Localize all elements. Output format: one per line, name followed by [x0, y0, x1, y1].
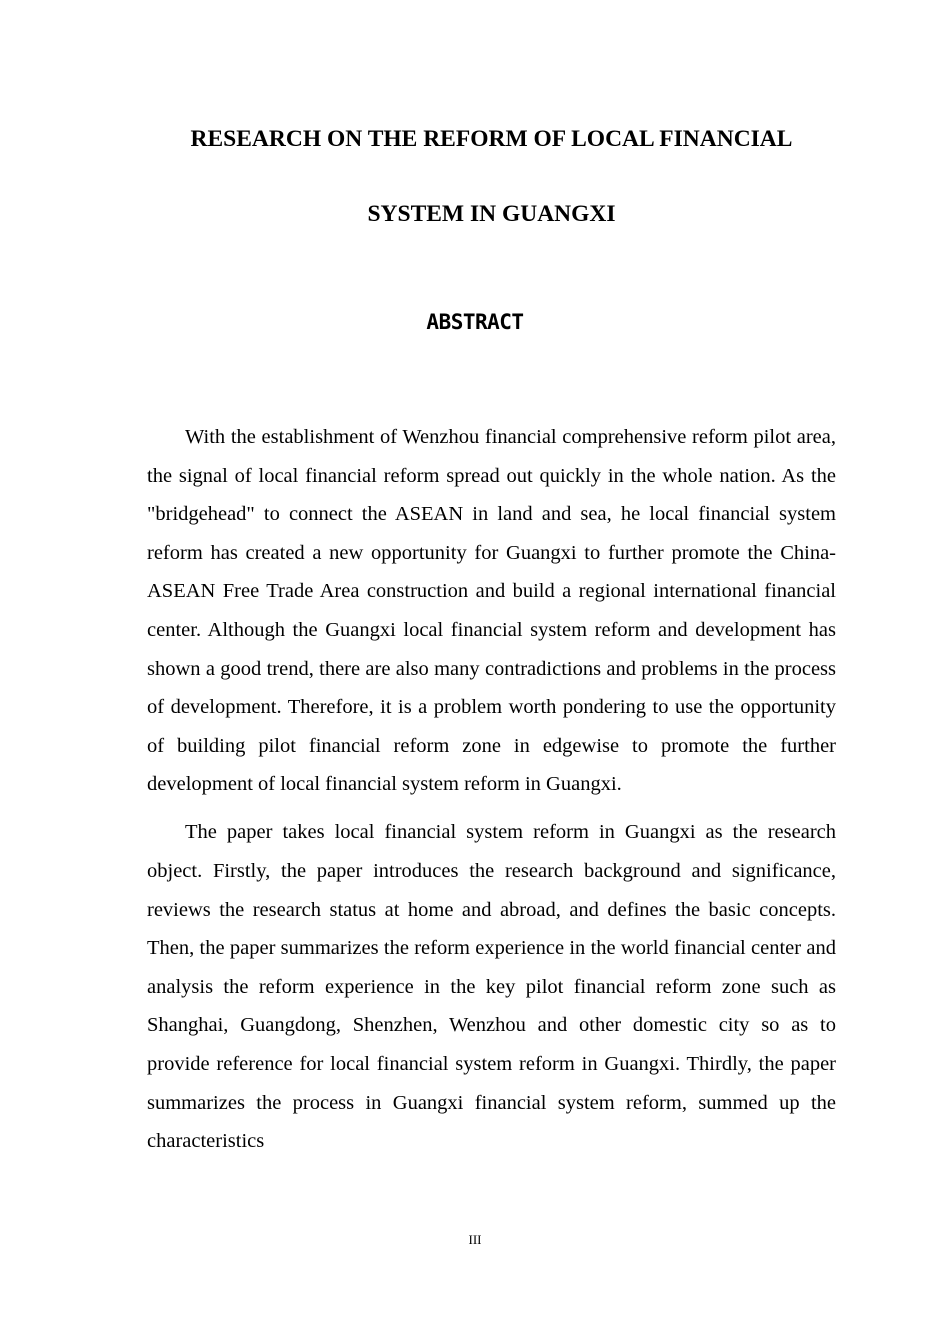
abstract-paragraph-2: The paper takes local financial system reform in Guangxi as the research object. Firstly, the paper introduces the research background and significance, reviews the research status at home and abroad, and defines the basic concepts. Then, the paper summarizes the reform experience in the world financial center and analysis the reform experience in the key pilot financial reform zone such as Shanghai, Guangdong, Shenzhen, Wenzhou and other domestic city so as to provide reference for local financial system reform in Guangxi. Thirdly, the paper summarizes the process in Guangxi financial system reform, summed up the characteristics	[147, 821, 836, 1153]
document-title-line-1: RESEARCH ON THE REFORM OF LOCAL FINANCIAL	[190, 126, 793, 152]
abstract-heading: ABSTRACT	[426, 310, 524, 334]
page-number: III	[468, 1232, 482, 1247]
abstract-body	[147, 418, 836, 1161]
document-title-line-2: SYSTEM IN GUANGXI	[367, 201, 616, 227]
abstract-paragraph-1: With the establishment of Wenzhou financial comprehensive reform pilot area, the signal of local financial reform spread out quickly in the whole nation. As the "bridgehead" to connect the ASEAN in land and sea, he local financial system reform has created a new opportunity for Guangxi to further promote the China-ASEAN Free Trade Area construction and build a regional international financial center. Although the Guangxi local financial system reform and development has shown a good trend, there are also many contradictions and problems in the process of development. Therefore, it is a problem worth pondering to use the opportunity of building pilot financial reform zone in edgewise to promote the further development of local financial system reform in Guangxi.	[147, 426, 836, 796]
